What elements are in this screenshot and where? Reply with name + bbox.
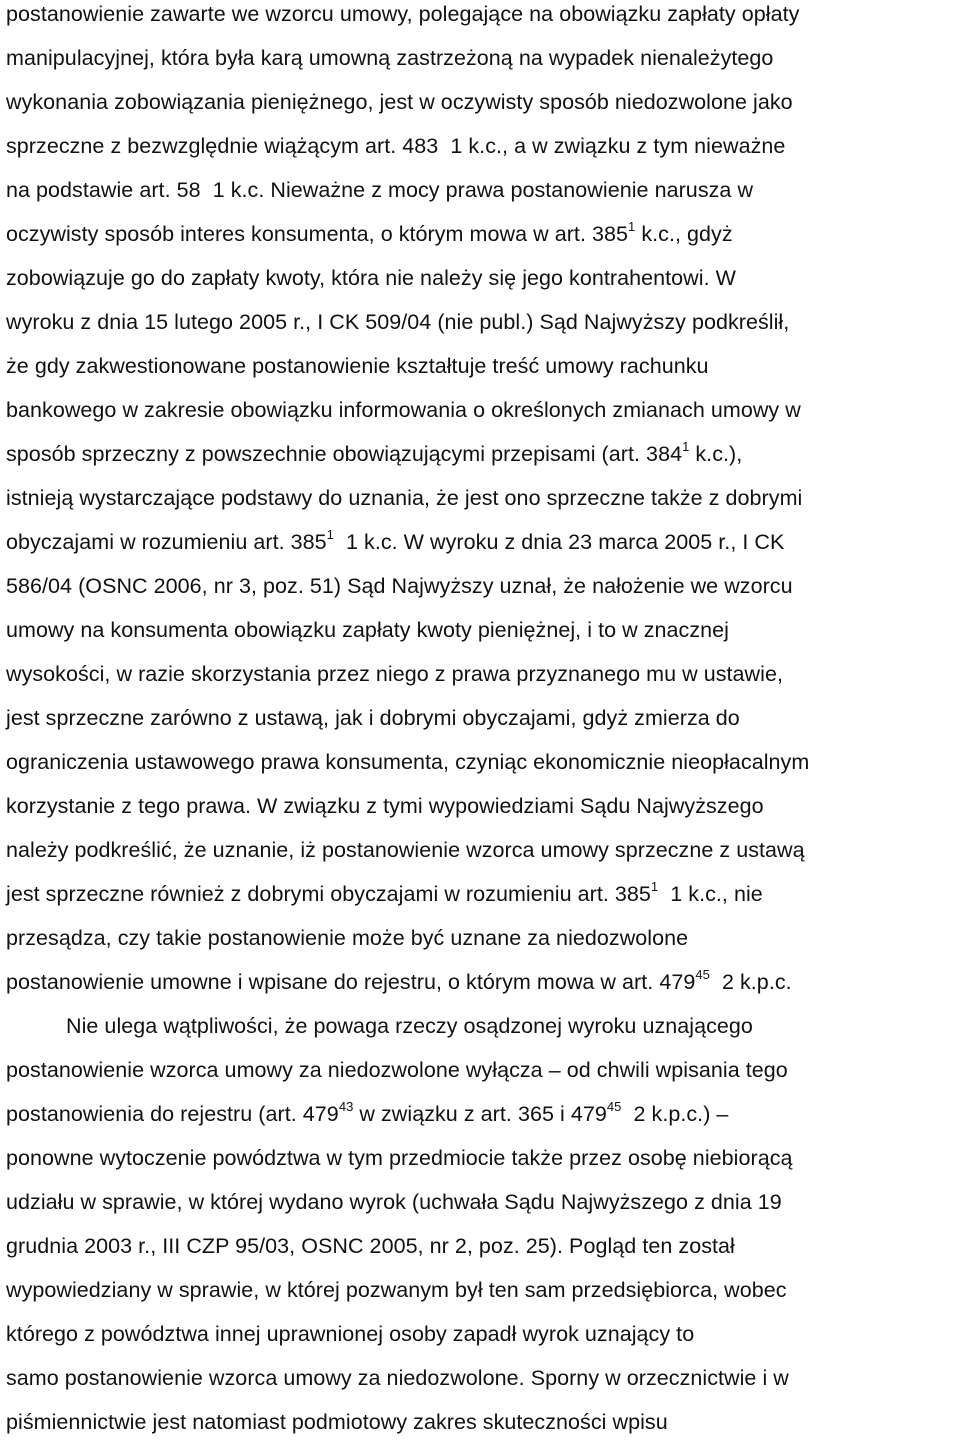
text-segment: postanowienie umowne i wpisane do rejestru, o którym mowa w art. 479 xyxy=(6,970,696,994)
text-line: wysokości, w razie skorzystania przez niego z prawa przyznanego mu w ustawie, xyxy=(6,662,783,686)
text-line: należy podkreślić, że uznanie, iż postanowienie wzorca umowy sprzeczne z ustawą xyxy=(6,838,805,862)
superscript: 1 xyxy=(650,878,659,894)
text-line: którego z powództwa innej uprawnionej osoby zapadł wyrok uznający to xyxy=(6,1322,695,1346)
text-line xyxy=(6,218,733,247)
text-line: postanowienie zawarte we wzorcu umowy, polegające na obowiązku zapłaty opłaty xyxy=(6,2,800,26)
text-line: że gdy zakwestionowane postanowienie kształtuje treść umowy rachunku xyxy=(6,354,709,378)
text-line: przesądza, czy takie postanowienie może być uznane za niedozwolone xyxy=(6,926,689,950)
text-segment: sposób sprzeczny z powszechnie obowiązującymi przepisami (art. 384 xyxy=(6,442,683,466)
text-segment: k.c., gdyż xyxy=(635,222,733,246)
text-line: postanowienie wzorca umowy za niedozwolone wyłącza – od chwili wpisania tego xyxy=(6,1058,788,1082)
text-segment: w związku z art. 365 i 479 xyxy=(353,1102,607,1126)
superscript: 43 xyxy=(338,1098,354,1114)
text-line: wypowiedziany w sprawie, w której pozwanym był ten sam przedsiębiorca, wobec xyxy=(6,1278,787,1302)
text-line: wykonania zobowiązania pieniężnego, jest w oczywisty sposób niedozwolone jako xyxy=(6,90,793,114)
text-line: jest sprzeczne zarówno z ustawą, jak i dobrymi obyczajami, gdyż zmierza do xyxy=(6,706,740,730)
text-line: piśmiennictwie jest natomiast podmiotowy zakres skuteczności wpisu xyxy=(6,1410,668,1434)
text-line: na podstawie art. 58 1 k.c. Nieważne z mocy prawa postanowienie narusza w xyxy=(6,178,754,202)
text-line: umowy na konsumenta obowiązku zapłaty kwoty pieniężnej, i to w znacznej xyxy=(6,618,729,642)
superscript: 1 xyxy=(326,526,334,542)
text-line: Nie ulega wątpliwości, że powaga rzeczy osądzonej wyroku uznającego xyxy=(66,1014,753,1038)
text-segment: k.c.), xyxy=(689,442,743,466)
text-segment: 2 k.p.c. xyxy=(709,970,792,994)
superscript: 1 xyxy=(628,218,636,234)
superscript: 1 xyxy=(682,438,690,454)
text-segment: postanowienia do rejestru (art. 479 xyxy=(6,1102,339,1126)
text-line xyxy=(6,878,763,907)
superscript: 45 xyxy=(695,966,710,982)
text-line: ponowne wytoczenie powództwa w tym przedmiocie także przez osobę niebiorącą xyxy=(6,1146,793,1170)
text-line: manipulacyjnej, która była karą umowną zastrzeżoną na wypadek nienależytego xyxy=(6,46,774,70)
text-line xyxy=(6,526,785,555)
text-line xyxy=(6,1098,729,1127)
text-line: istnieją wystarczające podstawy do uznania, że jest ono sprzeczne także z dobrymi xyxy=(6,486,803,510)
text-segment: 1 k.c., nie xyxy=(658,882,763,906)
text-segment: 1 k.c. W wyroku z dnia 23 marca 2005 r., I CK xyxy=(333,530,785,554)
text-line: bankowego w zakresie obowiązku informowania o określonych zmianach umowy w xyxy=(6,398,801,422)
text-line: korzystanie z tego prawa. W związku z tymi wypowiedziami Sądu Najwyższego xyxy=(6,794,764,818)
text-line: wyroku z dnia 15 lutego 2005 r., I CK 509/04 (nie publ.) Sąd Najwyższy podkreślił, xyxy=(6,310,790,334)
text-segment: oczywisty sposób interes konsumenta, o którym mowa w art. 385 xyxy=(6,222,629,246)
text-line: 586/04 (OSNC 2006, nr 3, poz. 51) Sąd Najwyższy uznał, że nałożenie we wzorcu xyxy=(6,574,793,598)
text-line: grudnia 2003 r., III CZP 95/03, OSNC 2005, nr 2, poz. 25). Pogląd ten został xyxy=(6,1234,735,1258)
text-line: samo postanowienie wzorca umowy za niedozwolone. Sporny w orzecznictwie i w xyxy=(6,1366,789,1390)
text-line xyxy=(6,966,792,995)
superscript: 45 xyxy=(606,1098,622,1114)
text-segment: 2 k.p.c.) – xyxy=(621,1102,729,1126)
text-line: udziału w sprawie, w której wydano wyrok (uchwała Sądu Najwyższego z dnia 19 xyxy=(6,1190,782,1214)
text-line: sprzeczne z bezwzględnie wiążącym art. 483 1 k.c., a w związku z tym nieważne xyxy=(6,134,786,158)
text-line: zobowiązuje go do zapłaty kwoty, która nie należy się jego kontrahentowi. W xyxy=(6,266,736,290)
text-line xyxy=(6,438,743,467)
text-segment: jest sprzeczne również z dobrymi obyczajami w rozumieniu art. 385 xyxy=(6,882,651,906)
text-segment: obyczajami w rozumieniu art. 385 xyxy=(6,530,327,554)
text-line: ograniczenia ustawowego prawa konsumenta, czyniąc ekonomicznie nieopłacalnym xyxy=(6,750,810,774)
